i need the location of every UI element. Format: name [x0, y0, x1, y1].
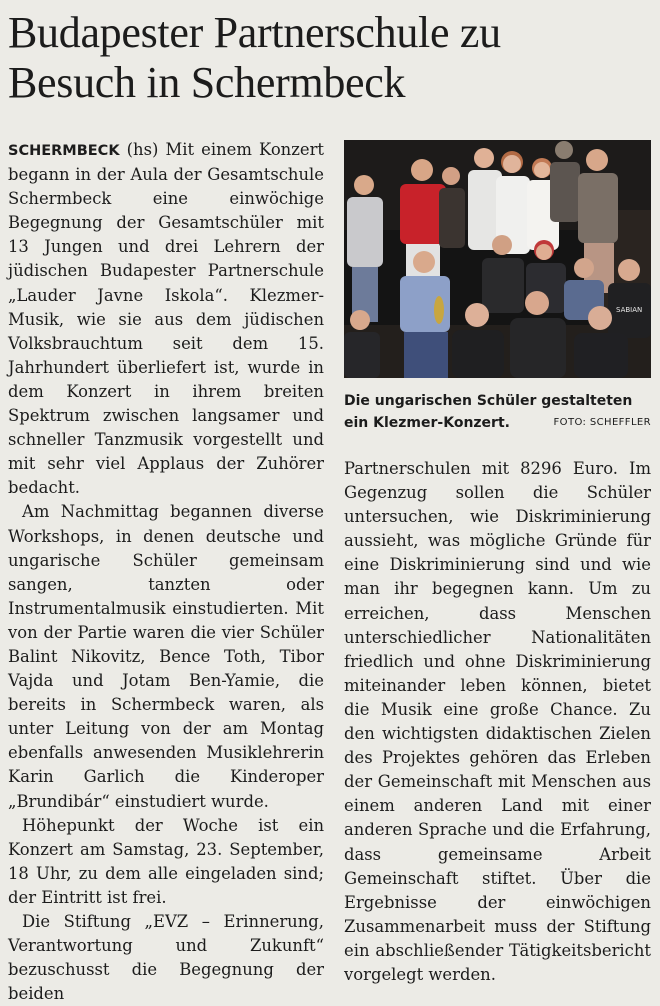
photo-credit: FOTO: SCHEFFLER [553, 417, 651, 428]
paragraph-5: Partnerschulen mit 8296 Euro. Im Gegenzug sollen die Schüler untersuchen, wie Diskriminierung aussieht, was mögliche Gründe für eine Diskriminierung sind und wie man ihr begegnen kann. Um zu erreichen, dass Menschen unterschiedlicher Nationalitäten friedlich und ohne Diskriminierung miteinander leben können, bietet die Musik eine große Chance. Zu den wichtigsten didaktischen Zielen des Projektes gehören das Erleben der Gemeinschaft mit Menschen aus einem anderen Land mit einer anderen Sprache und die Erfahrung, dass gemeinsame Arbeit Gemeinschaft stiftet. Über die Ergebnisse der einwöchigen Zusammenarbeit muss der Stiftung ein abschließender Tätigkeitsbericht vorgelegt werden. [344, 459, 651, 984]
headline-line-1: Budapester Partnerschule zu [8, 8, 501, 57]
headline-line-2: Besuch in Schermbeck [8, 58, 406, 107]
paragraph-2: Am Nachmittag begannen diverse Workshops, in denen deutsche und ungarische Schüler gemeinsam sangen, tanzten oder Instrumentalmusik einstudierten. Mit von der Partie waren die vier Schüler Balint Nikovitz, Bence Toth, Tibor Vajda und Jotam Ben-Yamie, die bereits in Schermbeck waren, als unter Leitung von der am Montag ebenfalls anwesenden Musiklehrerin Karin Garlich die Kinderoper „Brundibár“ einstudiert wurde. [8, 502, 324, 811]
caption-line-1: Die ungarischen Schüler gestalteten [344, 393, 633, 409]
paragraph-1 [8, 138, 324, 500]
group-photo [344, 140, 651, 378]
shirt-print: SABIAN [616, 306, 643, 314]
dateline: SCHERMBECK [8, 143, 120, 159]
article-column-right [344, 457, 651, 987]
group-photo-illustration [344, 140, 651, 378]
caption-line-2: ein Klezmer-Konzert. [344, 415, 510, 431]
paragraph-3: Höhepunkt der Woche ist ein Konzert am Samstag, 23. September, 18 Uhr, zu dem alle eingeladen sind; der Eintritt ist frei. [8, 815, 324, 907]
headline [8, 8, 653, 108]
paragraph-1-text: (hs) Mit einem Konzert begann in der Aula der Gesamtschule Schermbeck eine einwöchige Begegnung der Gesamtschüler mit 13 Jungen und drei Lehrern der jüdischen Budapester Partnerschule „Lauder Javne Iskola“. Klezmer-Musik, wie sie aus dem jüdischen Volksbrauchtum seit dem 15. Jahrhundert überliefert ist, wurde in dem Konzert in ihrem breiten Spektrum zwischen langsamer und schneller Tanzmusik vorgestellt und mit sehr viel Applaus der Zuhörer bedacht. [8, 140, 324, 498]
paragraph-4: Die Stiftung „EVZ – Erinnerung, Verantwortung und Zukunft“ bezuschusst die Begegnung der beiden [8, 912, 324, 1004]
article-column-left [8, 138, 324, 1006]
